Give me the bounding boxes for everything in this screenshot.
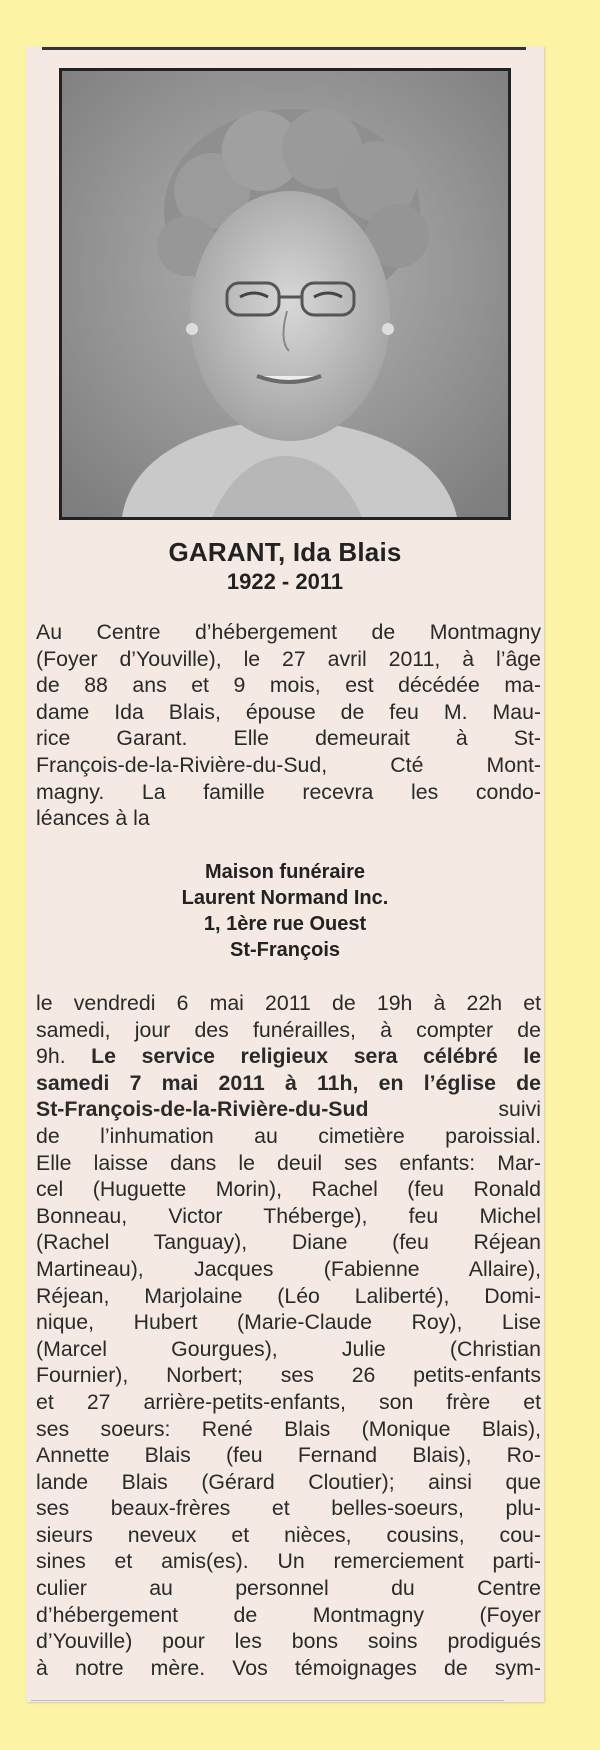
funeral-home-block — [26, 859, 544, 963]
body-line: à notre mère. Vos témoignages de sym- — [36, 1655, 541, 1680]
body-line: cel (Huguette Morin), Rachel (feu Ronald — [36, 1177, 541, 1202]
body-line: et 27 arrière-petits-enfants, son frère et — [36, 1389, 541, 1414]
portrait-illustration — [62, 71, 508, 517]
body-line-text: 9h. — [36, 1044, 92, 1069]
body-line-mixed — [36, 1096, 541, 1123]
body-line: lande Blais (Gérard Cloutier); ainsi que — [36, 1469, 541, 1494]
funeral-home-town: St-François — [229, 939, 341, 961]
intro-line: magny. La famille recevra les condo- — [36, 779, 541, 804]
service-announcement: Le service religieux sera célébré le — [91, 1044, 541, 1069]
body-line-text: suivi — [368, 1097, 541, 1122]
body-line: culier au personnel du Centre — [36, 1576, 541, 1601]
intro-line: léances à la — [36, 806, 150, 831]
body-line: de l’inhumation au cimetière paroissial. — [36, 1123, 541, 1148]
portrait-photo — [59, 68, 511, 520]
body-line: (Rachel Tanguay), Diane (feu Réjean — [36, 1230, 541, 1255]
service-church: St-François-de-la-Rivière-du-Sud — [36, 1097, 369, 1122]
life-years: 1922 - 2011 — [226, 569, 344, 594]
funeral-home-name: Maison funéraire — [204, 861, 366, 883]
body-line: ses beaux-frères et belles-soeurs, plu- — [36, 1496, 541, 1521]
body-line: ses soeurs: René Blais (Monique Blais), — [36, 1416, 541, 1441]
top-rule — [42, 47, 526, 50]
funeral-home-address: 1, 1ère rue Ouest — [203, 913, 367, 935]
body-line: Martineau), Jacques (Fabienne Allaire), — [36, 1256, 541, 1281]
body-line: sines et amis(es). Un remerciement parti- — [36, 1549, 541, 1574]
main-paragraph — [36, 990, 541, 1681]
service-date: samedi 7 mai 2011 à 11h, en l’église de — [36, 1070, 541, 1095]
body-line: d’Youville) pour les bons soins prodigués — [36, 1629, 541, 1654]
intro-line: rice Garant. Elle demeurait à St- — [36, 726, 541, 751]
body-line: Elle laisse dans le deuil ses enfants: Mar- — [36, 1150, 541, 1175]
intro-line: Au Centre d’hébergement de Montmagny — [36, 620, 541, 644]
body-line: Bonneau, Victor Théberge), feu Michel — [36, 1203, 541, 1228]
body-line: samedi, jour des funérailles, à compter de — [36, 1017, 541, 1042]
intro-line: dame Ida Blais, épouse de feu M. Mau- — [36, 699, 541, 724]
body-line: nique, Hubert (Marie-Claude Roy), Lise — [36, 1310, 541, 1335]
intro-paragraph — [36, 619, 541, 832]
intro-line: de 88 ans et 9 mois, est décédée ma- — [36, 673, 541, 698]
body-line: Réjean, Marjolaine (Léo Laliberté), Domi- — [36, 1283, 541, 1308]
intro-line: (Foyer d’Youville), le 27 avril 2011, à l’âge — [36, 646, 541, 671]
deceased-name: GARANT, Ida Blais — [168, 537, 402, 567]
body-line: Fournier), Norbert; ses 26 petits-enfants — [36, 1363, 541, 1388]
body-line: sieurs neveux et nièces, cousins, cou- — [36, 1522, 541, 1547]
body-line-mixed — [36, 1043, 541, 1070]
intro-line: François-de-la-Rivière-du-Sud, Cté Mont- — [36, 752, 541, 777]
funeral-home-company: Laurent Normand Inc. — [181, 887, 389, 909]
body-line: (Marcel Gourgues), Julie (Christian — [36, 1336, 541, 1361]
body-line: d’hébergement de Montmagny (Foyer — [36, 1602, 541, 1627]
body-line: le vendredi 6 mai 2011 de 19h à 22h et — [36, 991, 541, 1015]
obituary-clipping — [26, 46, 544, 1702]
body-line: Annette Blais (feu Fernand Blais), Ro- — [36, 1443, 541, 1468]
cut-edge — [31, 1700, 504, 1701]
